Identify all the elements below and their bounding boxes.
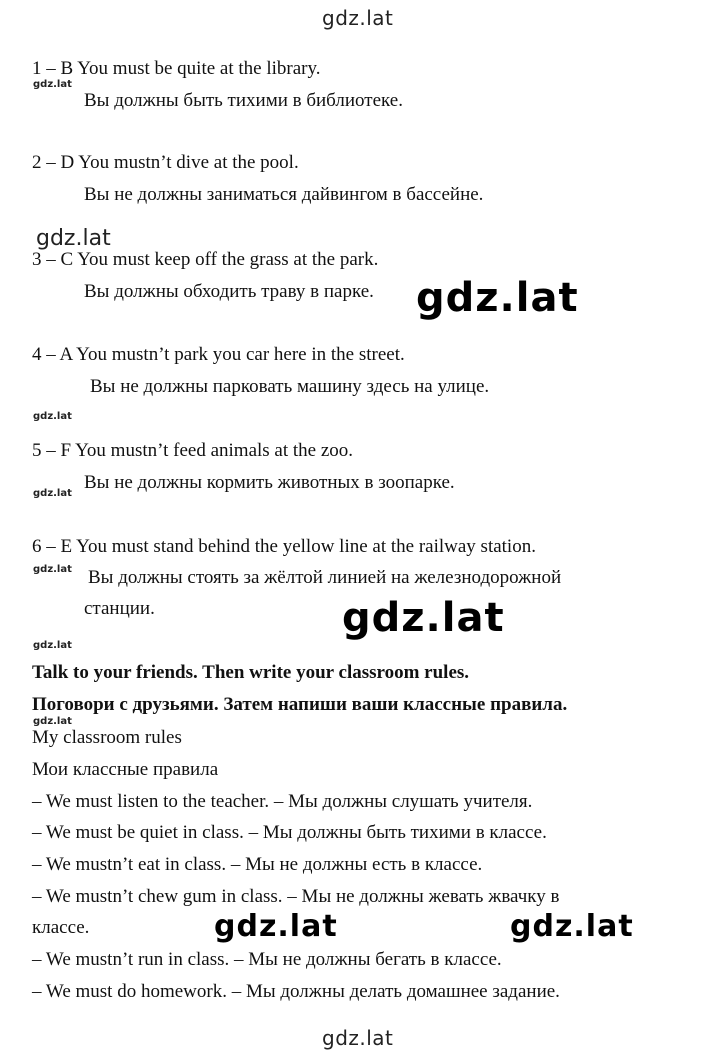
exercise-1-english: 1 – B You must be quite at the library.	[32, 58, 321, 79]
rule-item: – We must be quiet in class. – Мы должны быть тихими в классе.	[32, 822, 547, 843]
watermark-small-3: gdz.lat	[33, 488, 72, 499]
watermark-bottom: gdz.lat	[322, 1026, 394, 1050]
watermark-large-3: gdz.lat	[214, 910, 344, 944]
rule-item-continued: классе.	[32, 917, 90, 938]
exercise-2-english: 2 – D You mustn’t dive at the pool.	[32, 152, 299, 173]
exercise-1-russian: Вы должны быть тихими в библиотеке.	[84, 90, 403, 111]
exercise-3-english: 3 – C You must keep off the grass at the park.	[32, 249, 379, 270]
watermark-small-5: gdz.lat	[33, 640, 72, 651]
watermark-large-2: gdz.lat	[342, 595, 505, 641]
exercise-4-english: 4 – A You mustn’t park you car here in the street.	[32, 344, 405, 365]
watermark-top: gdz.lat	[322, 6, 394, 30]
rule-item: – We mustn’t run in class. – Мы не должны бегать в классе.	[32, 949, 502, 970]
task-title-english: Talk to your friends. Then write your classroom rules.	[32, 662, 470, 683]
exercise-6-english: 6 – E You must stand behind the yellow line at the railway station.	[32, 536, 536, 557]
watermark-small-1: gdz.lat	[33, 79, 72, 90]
exercise-2-russian: Вы не должны заниматься дайвингом в бассейне.	[84, 184, 484, 205]
exercise-5-english: 5 – F You mustn’t feed animals at the zoo.	[32, 440, 354, 461]
watermark-small-6: gdz.lat	[33, 716, 72, 727]
watermark-medium-1: gdz.lat	[36, 226, 111, 251]
rule-item: – We must do homework. – Мы должны делать домашнее задание.	[32, 981, 560, 1002]
rule-item: – We mustn’t chew gum in class. – Мы не должны жевать жвачку в	[32, 886, 560, 907]
exercise-6-russian-continued: станции.	[84, 598, 155, 619]
exercise-6-russian: Вы должны стоять за жёлтой линией на железнодорожной	[88, 567, 562, 588]
rule-item: – We must listen to the teacher. – Мы должны слушать учителя.	[32, 791, 533, 812]
rule-item: – We mustn’t eat in class. – Мы не должны есть в классе.	[32, 854, 483, 875]
exercise-4-russian: Вы не должны парковать машину здесь на улице.	[90, 376, 490, 397]
rules-heading-russian: Мои классные правила	[32, 759, 219, 780]
watermark-small-4: gdz.lat	[33, 564, 72, 575]
exercise-5-russian: Вы не должны кормить животных в зоопарке.	[84, 472, 455, 493]
watermark-large-1: gdz.lat	[412, 276, 587, 320]
watermark-large-4: gdz.lat	[510, 910, 640, 944]
task-title-russian: Поговори с друзьями. Затем напиши ваши классные правила.	[32, 694, 568, 715]
watermark-small-2: gdz.lat	[33, 411, 72, 422]
rules-heading-english: My classroom rules	[32, 727, 182, 748]
exercise-3-russian: Вы должны обходить траву в парке.	[84, 281, 374, 302]
